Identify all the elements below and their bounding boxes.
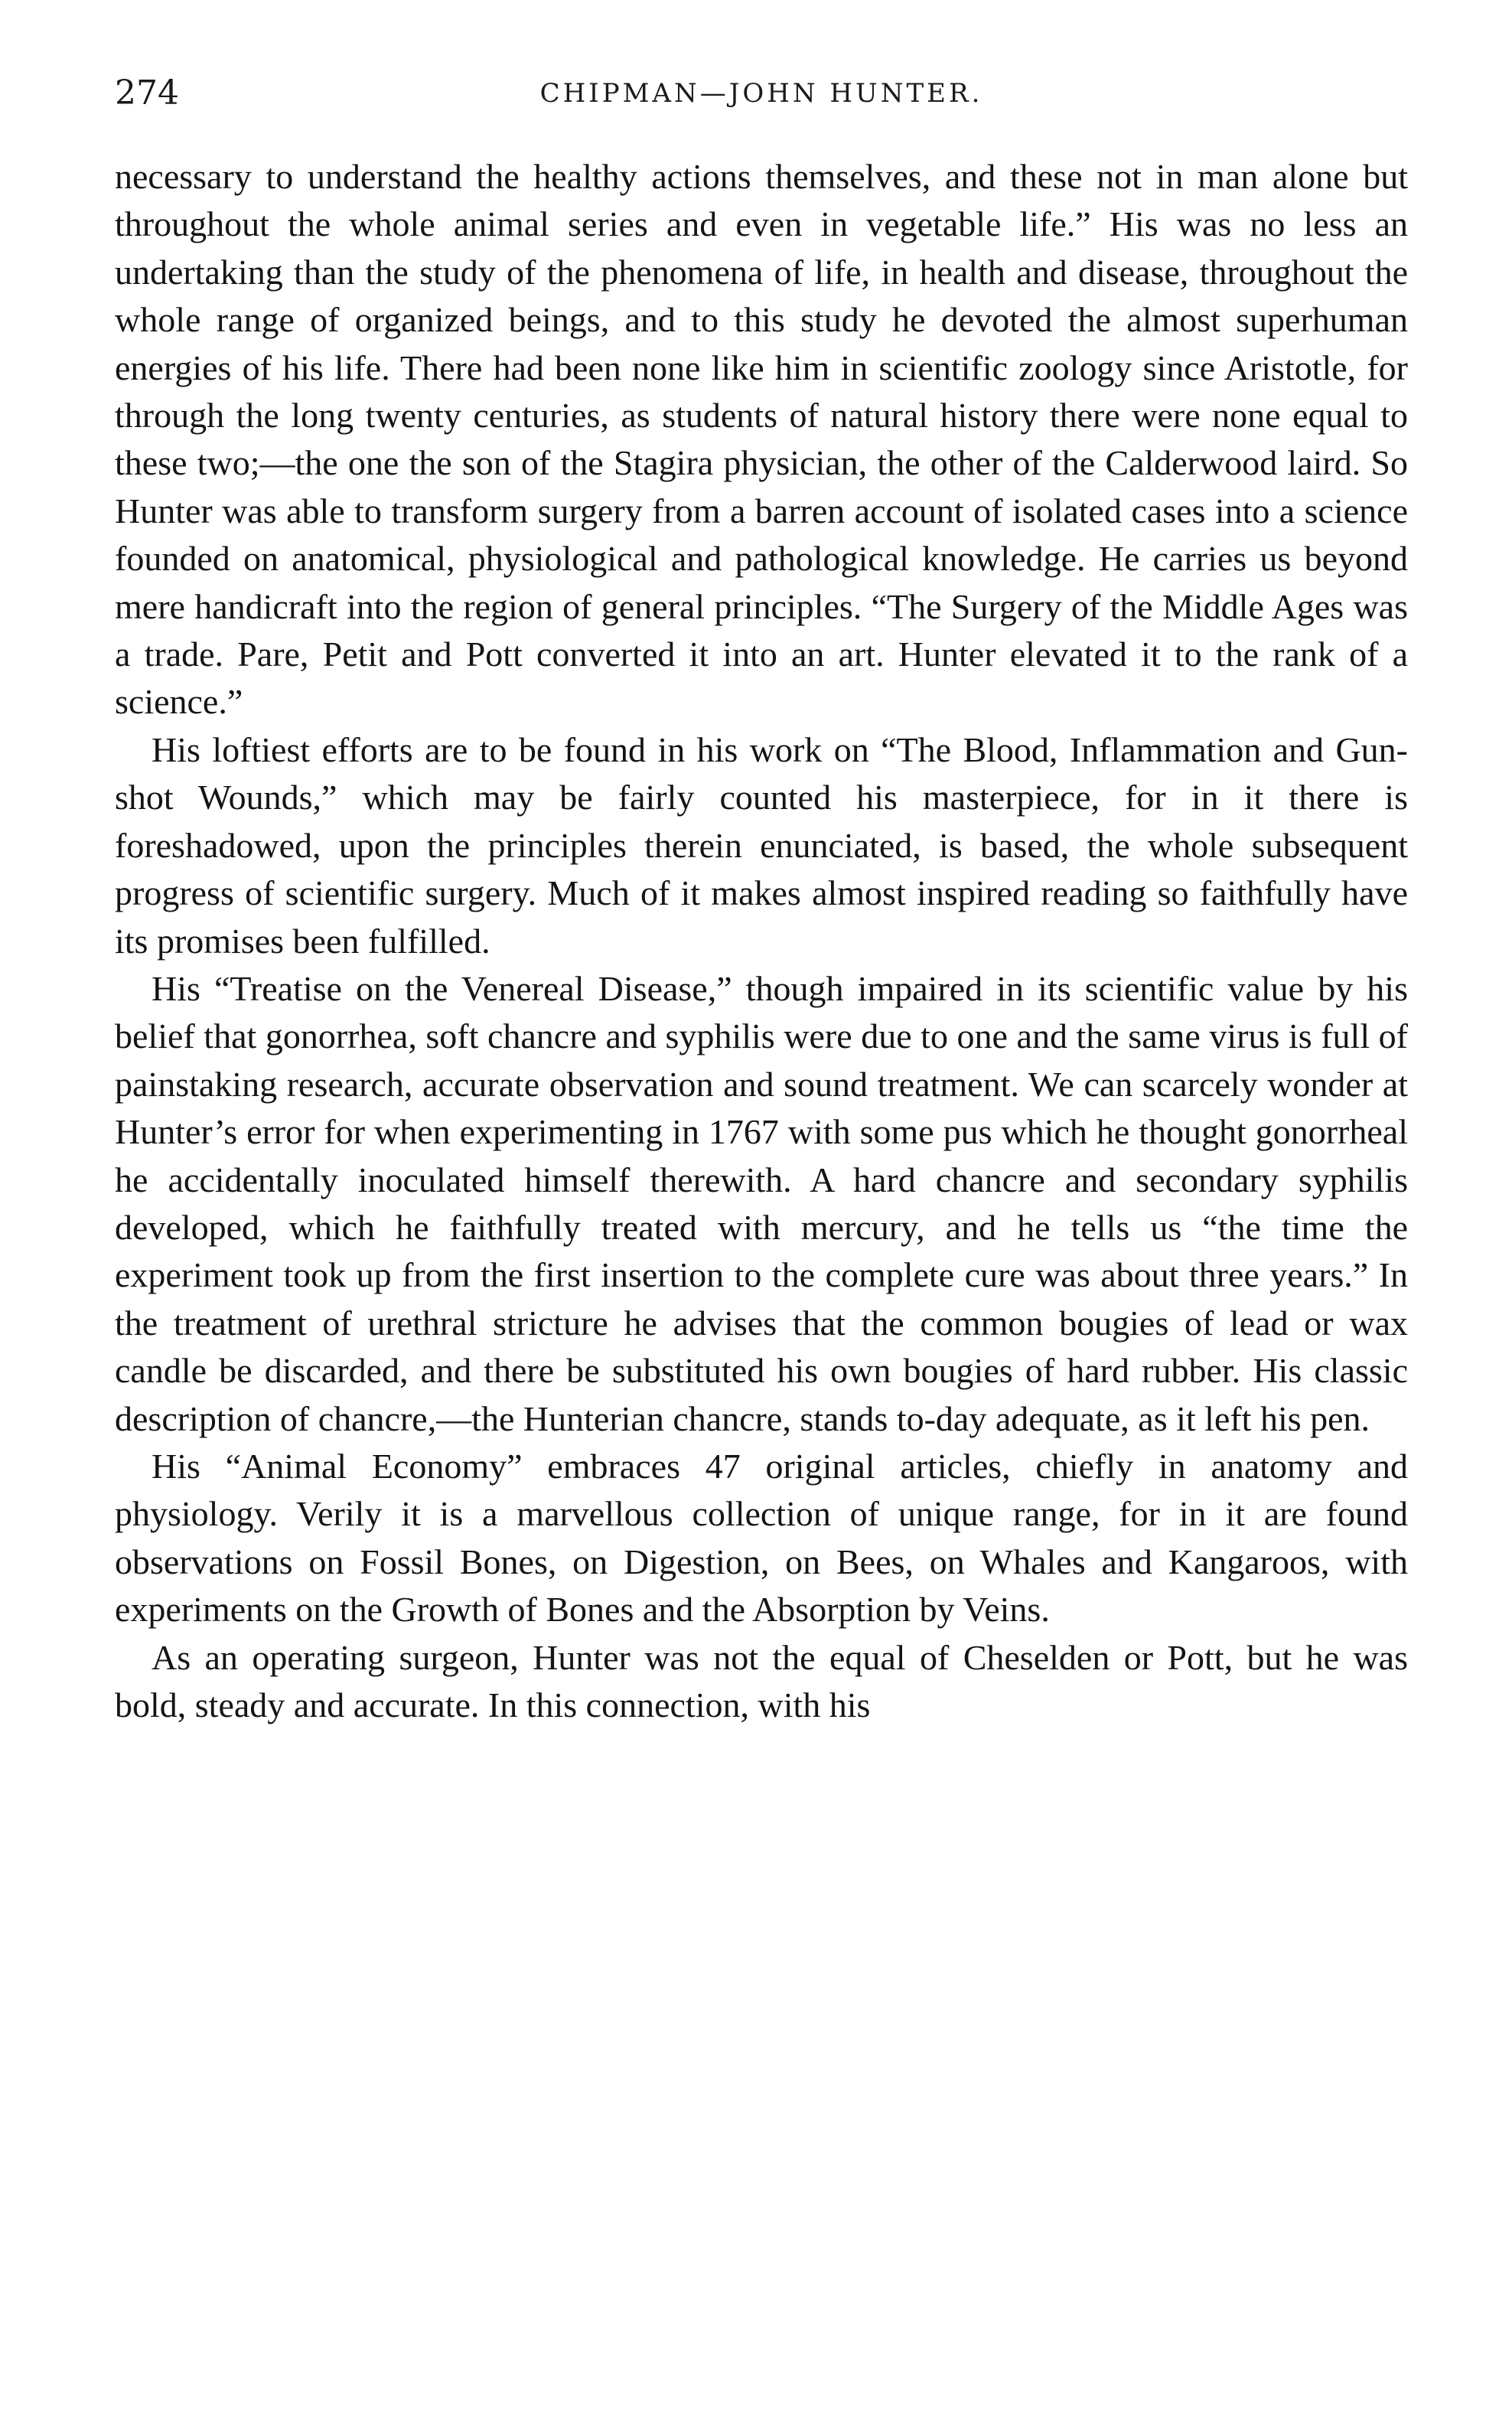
paragraph-venereal-disease: His “Treatise on the Venereal Disease,” though impaired in its scientific value by his belief that gonorrhea, soft chancre and syphilis were due to one and the same virus is full of painstaking research, accurate observation and sound treatment. We can scarcely wonder at Hunter’s error for when experimenting in 1767 with some pus which he thought gonorrheal he accidentally inoculated himself therewith. A hard chancre and secondary syphilis developed, which he faithfully treated with mercury, and he tells us “the time the experiment took up from the first insertion to the complete cure was about three years.” In the treatment of urethral stricture he advises that the common bougies of lead or wax candle be discarded, and there be substituted his own bougies of hard rubber. His classic description of chancre,—the Hunterian chancre, stands to-day adequate, as it left his pen. — [115, 968, 1408, 1438]
body-text — [115, 153, 1408, 1729]
paragraph-operating-surgeon: As an operating surgeon, Hunter was not the equal of Cheselden or Pott, but he was bold, steady and accurate. In this connection, with his — [115, 1637, 1408, 1724]
page-number: 274 — [115, 73, 179, 113]
running-head — [115, 73, 1408, 119]
paragraph-animal-economy: His “Animal Economy” embraces 47 original articles, chiefly in anatomy and physiology. Verily it is a marvellous collection of unique range, for in it are found observations on Fossil Bones, on Digestion, on Bees, on Whales and Kangaroos, with experiments on the Growth of Bones and the Absorption by Veins. — [115, 1446, 1408, 1630]
paragraph-continuation: necessary to understand the healthy actions themselves, and these not in man alone but throughout the whole animal series and even in vegetable life.” His was no less an undertaking than the study of the phenomena of life, in health and disease, throughout the whole range of organized beings, and to this study he devoted the almost superhuman energies of his life. There had been none like him in scientific zoology since Aristotle, for through the long twenty centuries, as students of natural history there were none equal to these two;—the one the son of the Stagira physician, the other of the Calderwood laird. So Hunter was able to transform surgery from a barren account of isolated cases into a science founded on anatomical, physiological and pathological knowledge. He carries us beyond mere handicraft into the region of general principles. “The Surgery of the Middle Ages was a trade. Pare, Petit and Pott converted it into an art. Hunter elevated it to the rank of a science.” — [115, 157, 1408, 722]
paragraph-blood-inflammation: His loftiest efforts are to be found in his work on “The Blood, Inflammation and Gun-shot Wounds,” which may be fairly counted his masterpiece, for in it there is foreshadowed, upon the principles therein enunciated, is based, the whole subsequent progress of scientific surgery. Much of it makes almost inspired reading so faithfully have its promises been fulfilled. — [115, 729, 1408, 961]
running-title: CHIPMAN—JOHN HUNTER. — [539, 78, 983, 109]
